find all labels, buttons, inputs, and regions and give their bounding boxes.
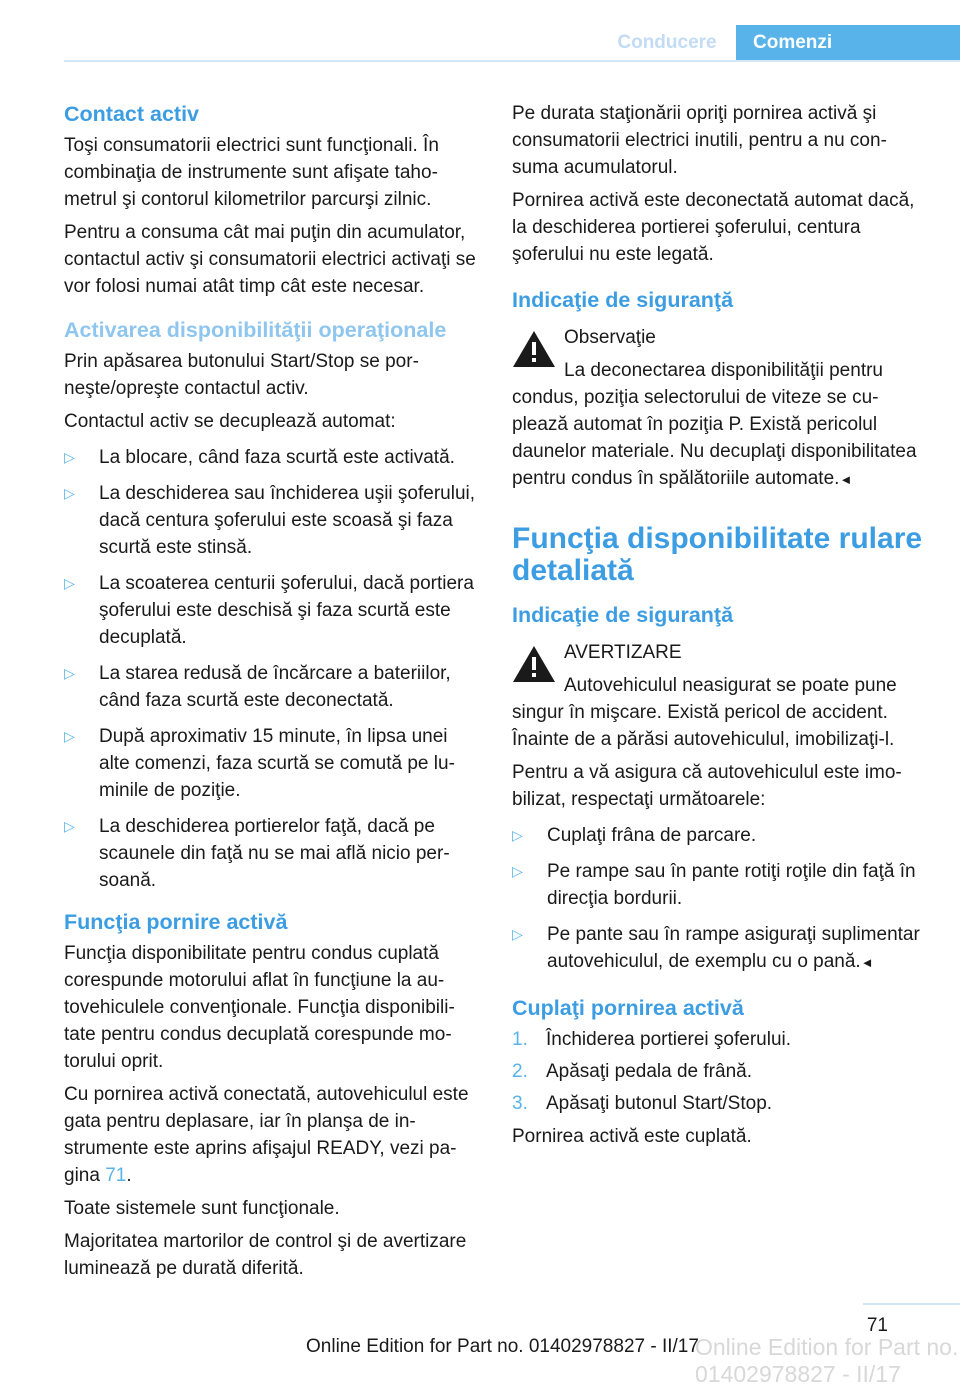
- end-mark-icon: ◄: [839, 472, 853, 487]
- paragraph: Contactul activ se decuplează automat:: [64, 411, 396, 432]
- paragraph: Funcţia disponibilitate pentru condus cuplată corespunde motorului aflat în funcţiune la autovehiculele convenţionale. Funcţia disponibilitate pentru condus decuplată corespunde motorului oprit.: [64, 943, 455, 1072]
- paragraph: Cu pornirea activă conectată, autovehiculul este gata pentru deplasare, iar în planşa de instrumente este aprins afişajul READY, vezi pagina 71.: [64, 1084, 469, 1186]
- header-chapter-tab: Comenzi: [736, 25, 960, 61]
- paragraph: Toşi consumatorii electrici sunt funcţionali. În combinaţia de instrumente sunt afişate tahometrul şi contorul kilometrilor parcurşi zilnic.: [64, 135, 439, 210]
- safety-note: [512, 324, 926, 493]
- paragraph: Pornirea activă este cuplată.: [512, 1126, 752, 1147]
- watermark: Online Edition for Part no. 01402978827 - II/17: [695, 1334, 959, 1387]
- heading-functia-rulare: Funcţia disponibilitate rulare detaliată: [512, 522, 923, 587]
- immobilize-list: [512, 822, 926, 976]
- list-item: ▷ Pe pante sau în rampe asiguraţi suplimentar autovehiculul, de exemplu cu o pană.◄: [512, 921, 926, 976]
- note-title: Observaţie: [564, 327, 656, 348]
- warning-triangle-icon: [512, 645, 556, 683]
- paragraph: Pe durata staţionării opriţi pornirea activă şi consumatorii electrici inutili, pentru a nu consuma acumulatorul.: [512, 103, 887, 178]
- triangle-bullet-icon: ▷: [64, 728, 75, 744]
- heading-activarea: Activarea disponibilităţii operaţionale: [64, 318, 447, 342]
- right-column: [512, 100, 926, 1156]
- list-item: ▷ La scoaterea centurii şoferului, dacă portiera şoferului este deschisă şi faza scurtă este decuplată.: [64, 570, 478, 651]
- header-divider: [64, 60, 960, 62]
- page-reference-link[interactable]: 71: [105, 1165, 127, 1186]
- paragraph: Prin apăsarea butonului Start/Stop se porneşte/opreşte contactul activ.: [64, 351, 419, 399]
- note-body: La deconectarea disponibilităţii pentru condus, poziţia selectorului de viteze se cuplează automat în poziţia P. Există pericolul daunelor materiale. Nu decuplaţi disponibilitatea pentru condus în spălătoriile automate.◄: [512, 360, 917, 489]
- heading-indicatie-siguranta: Indicaţie de siguranţă: [512, 288, 734, 312]
- list-item: ▷ După aproximativ 15 minute, în lipsa unei alte comenzi, faza scurtă se comută pe luminile de poziţie.: [64, 723, 478, 804]
- triangle-bullet-icon: ▷: [512, 926, 523, 942]
- list-item: ▷ La deschiderea sau închiderea uşii şoferului, dacă centura şoferului este scoasă şi faza scurtă este stinsă.: [64, 480, 478, 561]
- paragraph: Pentru a consuma cât mai puţin din acumulator, contactul activ şi consumatorii electrici activaţi se vor folosi numai atât timp cât este necesar.: [64, 222, 476, 297]
- triangle-bullet-icon: ▷: [512, 863, 523, 879]
- step-item: 1. Închiderea portierei şoferului.: [512, 1029, 792, 1050]
- list-item: ▷ La starea redusă de încărcare a bateriilor, când faza scurtă este deconectată.: [64, 660, 478, 714]
- step-item: 3. Apăsaţi butonul Start/Stop.: [512, 1093, 773, 1114]
- footer-edition: Online Edition for Part no. 01402978827 - II/17: [306, 1336, 699, 1357]
- warning-triangle-icon: [512, 330, 556, 368]
- triangle-bullet-icon: ▷: [64, 449, 75, 465]
- warning-title: AVERTIZARE: [564, 642, 682, 663]
- page-number: 71: [866, 1315, 888, 1336]
- paragraph: Majoritatea martorilor de control şi de avertizare luminează pe durată diferită.: [64, 1231, 467, 1279]
- left-column: [64, 100, 478, 1288]
- triangle-bullet-icon: ▷: [64, 818, 75, 834]
- safety-warning: [512, 639, 926, 753]
- paragraph: Pornirea activă este deconectată automat dacă, la deschiderea portierei şoferului, centura şoferului nu este legată.: [512, 190, 915, 265]
- header-section-label: Conducere: [617, 32, 717, 53]
- triangle-bullet-icon: ▷: [64, 575, 75, 591]
- heading-cuplati-pornirea: Cuplaţi pornirea activă: [512, 996, 744, 1020]
- list-item: ▷ La blocare, când faza scurtă este activată.: [64, 444, 478, 471]
- heading-indicatie-siguranta: Indicaţie de siguranţă: [512, 603, 734, 627]
- end-mark-icon: ◄: [860, 955, 874, 970]
- list-item: ▷ Cuplaţi frâna de parcare.: [512, 822, 926, 849]
- paragraph: Toate sistemele sunt funcţionale.: [64, 1198, 340, 1219]
- step-item: 2. Apăsaţi pedala de frână.: [512, 1061, 752, 1082]
- footer-divider: [863, 1303, 960, 1305]
- heading-contact-activ: Contact activ: [64, 102, 200, 126]
- triangle-bullet-icon: ▷: [512, 827, 523, 843]
- steps-list: [512, 1026, 926, 1117]
- heading-pornire-activa: Funcţia pornire activă: [64, 910, 288, 934]
- paragraph: Pentru a vă asigura că autovehiculul este imobilizat, respectaţi următoarele:: [512, 762, 902, 810]
- auto-disconnect-list: [64, 444, 478, 894]
- list-item: ▷ Pe rampe sau în pante rotiţi roţile din faţă în direcţia bordurii.: [512, 858, 926, 912]
- triangle-bullet-icon: ▷: [64, 485, 75, 501]
- triangle-bullet-icon: ▷: [64, 665, 75, 681]
- list-item: ▷ La deschiderea portierelor faţă, dacă pe scaunele din faţă nu se mai află nicio persoană.: [64, 813, 478, 894]
- warning-body: Autovehiculul neasigurat se poate pune singur în mişcare. Există pericol de accident. Înainte de a părăsi autovehiculul, imobilizaţi-l.: [512, 675, 897, 750]
